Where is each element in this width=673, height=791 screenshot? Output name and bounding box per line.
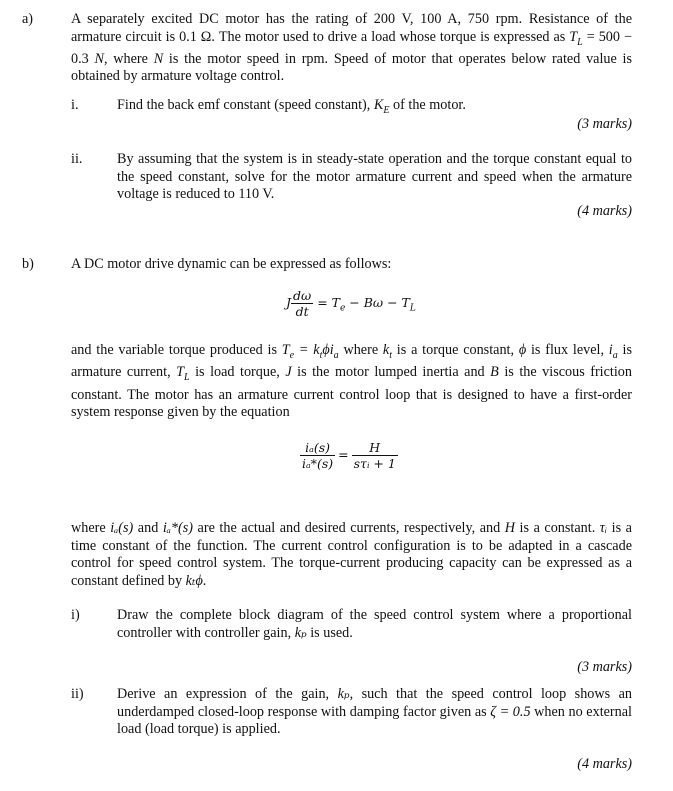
load-torque-symbol: T	[569, 28, 578, 45]
math-subscript: a	[612, 349, 618, 361]
current-transfer-function	[300, 440, 398, 471]
math-symbol: H	[504, 520, 516, 536]
question-text: Find the back emf constant (speed constant),	[117, 97, 374, 113]
part-a-q2-text: By assuming that the system is in steady-state operation and the torque constant equal to the speed constant, solve for the motor armature current and speed when the armature voltage is reduced to 110 V.	[117, 151, 632, 202]
paragraph-text: are the actual and desired currents, respectively, and	[193, 520, 505, 536]
dynamics-equation	[286, 288, 416, 319]
part-b-q1-marks: (3 marks)	[577, 659, 632, 675]
part-b-paragraph-2	[71, 342, 632, 422]
question-text: when no external load (load torque) is applied.	[117, 703, 632, 737]
paragraph-text: is a time constant of the function. The current control configuration is to be adapted in a cascade control for speed control system. The torque-current producing capacity can be expressed as a constant defined by	[71, 520, 632, 589]
paragraph-text: where	[338, 342, 383, 358]
paragraph-text: and the variable torque produced is	[71, 342, 282, 358]
part-a-q1-marks: (3 marks)	[577, 116, 632, 132]
question-text: Derive an expression of the gain,	[117, 686, 338, 702]
intro-text: A separately excited DC motor has the rating of 200 V, 100 A, 750 rpm. Resistance of the armature circuit is 0.1 Ω. The motor used to drive a load whose torque is expressed as	[71, 11, 632, 45]
fraction-numerator: H	[352, 440, 398, 456]
part-a-intro	[71, 11, 632, 86]
paragraph-text: is load torque,	[189, 364, 286, 381]
math-expression: ϕi	[322, 342, 334, 358]
math-subscript: e	[289, 349, 295, 361]
fraction-denominator: iₐ*(s)	[302, 456, 334, 471]
question-text: Draw the complete block diagram of the speed control system where a proportional controller with controller gain,	[117, 607, 632, 641]
paragraph-text: is armature current,	[71, 342, 633, 381]
part-a-q2-marks: (4 marks)	[577, 203, 632, 219]
math-symbol: J	[285, 364, 292, 381]
part-b-q1-label: i)	[71, 607, 80, 623]
equation-rhs: − Bω − T	[345, 295, 410, 310]
transfer-fraction	[352, 440, 398, 471]
math-symbol: τᵢ	[599, 520, 608, 536]
fraction-denominator: dt	[295, 304, 309, 319]
part-b-q2-text	[117, 686, 632, 739]
fraction-numerator: dω	[293, 288, 312, 303]
math-subscript: t	[319, 349, 323, 361]
speed-symbol: N	[153, 50, 164, 67]
math-expression: = k	[294, 342, 320, 358]
zeta-expression: ζ = 0.5	[490, 703, 531, 720]
paragraph-text: is a constant.	[515, 520, 600, 536]
part-b-paragraph-3	[71, 520, 632, 590]
inertia-symbol: J	[286, 295, 292, 310]
part-a-q1-text	[117, 97, 632, 119]
question-text: is used.	[306, 624, 353, 641]
fraction-denominator: sτᵢ + 1	[353, 456, 396, 471]
paragraph-text: and	[133, 520, 163, 536]
part-a-q1-label: i.	[71, 97, 79, 113]
math-subscript: t	[389, 349, 393, 361]
part-b-q2-label: ii)	[71, 686, 84, 702]
equals-sign: =	[338, 447, 349, 462]
math-symbol: i	[608, 342, 613, 358]
paragraph-text: is the motor lumped inertia and	[291, 364, 491, 381]
derivative-fraction	[291, 288, 313, 319]
math-symbol: iₐ*(s)	[162, 520, 193, 536]
ke-symbol: K	[373, 97, 384, 113]
part-a-label: a)	[22, 11, 34, 27]
math-symbol: iₐ(s)	[110, 520, 134, 536]
math-symbol: T	[176, 364, 185, 381]
speed-symbol: N	[94, 50, 104, 67]
part-b-intro: A DC motor drive dynamic can be expressed as follows:	[71, 256, 392, 272]
question-text: of the motor.	[389, 97, 466, 113]
part-b-q2-marks: (4 marks)	[577, 756, 632, 772]
intro-text: , where	[103, 50, 154, 67]
question-text: , such that the speed control loop shows an underdamped closed-loop response with damping factor given as	[117, 686, 632, 720]
math-symbol: T	[281, 342, 290, 358]
intro-text: = 500 − 0.3	[71, 28, 632, 67]
equation-subscript: e	[339, 303, 346, 314]
math-symbol: B	[490, 364, 499, 381]
math-symbol: kₜϕ	[185, 572, 203, 589]
part-b-label: b)	[22, 256, 34, 272]
current-ratio-fraction	[300, 440, 335, 471]
paragraph-text: where	[71, 520, 111, 536]
paragraph-text: is flux level,	[526, 342, 609, 358]
kp-symbol: kₚ	[337, 686, 350, 702]
paragraph-text: is a torque constant,	[392, 342, 519, 358]
math-symbol: k	[382, 342, 390, 358]
equation-subscript: L	[409, 303, 416, 314]
math-symbol: ϕ	[518, 342, 527, 358]
math-subscript: a	[333, 349, 339, 361]
fraction-numerator: iₐ(s)	[300, 440, 335, 456]
equation-rhs: = T	[313, 295, 340, 310]
part-b-q1-text	[117, 607, 632, 642]
ke-subscript: E	[383, 104, 390, 116]
math-subscript: L	[184, 372, 190, 384]
intro-text: is the motor speed in rpm. Speed of motor that operates below rated value is obtained by armature voltage control.	[71, 50, 633, 85]
paragraph-text: .	[202, 572, 207, 589]
paragraph-text: is the viscous friction constant. The motor has an armature current control loop that is designed to have a first-order system response given by the equation	[71, 364, 632, 421]
kp-symbol: kₚ	[294, 624, 307, 641]
part-a-q2-label: ii.	[71, 151, 83, 167]
load-torque-subscript: L	[577, 36, 583, 48]
